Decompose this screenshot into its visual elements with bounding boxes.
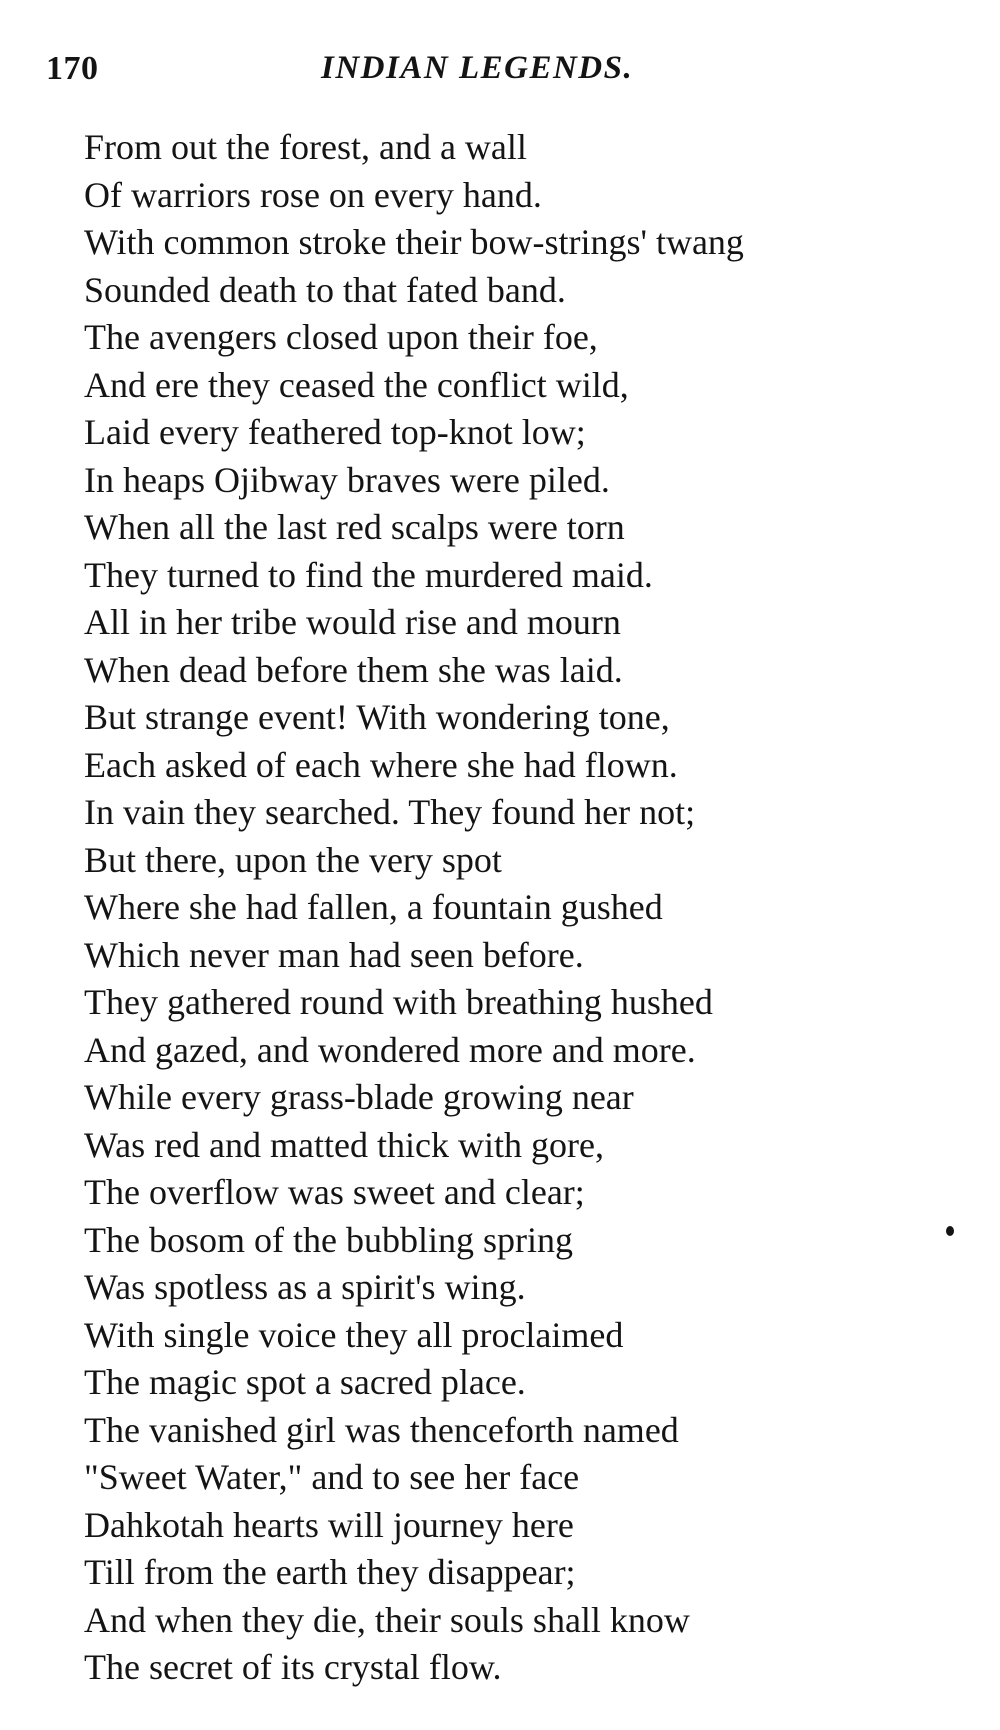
poem-line: Which never man had seen before. <box>84 934 584 975</box>
running-title: INDIAN LEGENDS. <box>321 50 634 86</box>
poem-text <box>84 124 944 1692</box>
poem-line: The overflow was sweet and clear; <box>84 1172 585 1212</box>
poem-line: The magic spot a sacred place. <box>84 1362 526 1402</box>
poem-line: While every grass-blade growing near <box>84 1077 634 1117</box>
poem-line: But strange event! With wondering tone, <box>84 697 670 737</box>
poem-line: In heaps Ojibway braves were piled. <box>84 459 610 500</box>
poem-line: From out the forest, and a wall <box>84 127 527 167</box>
running-head <box>46 50 946 100</box>
poem-line: And when they die, their souls shall know <box>84 1599 690 1640</box>
poem-line: In vain they searched. They found her not; <box>84 792 696 832</box>
poem-line: Was red and matted thick with gore, <box>84 1124 604 1165</box>
poem-line: "Sweet Water," and to see her face <box>84 1457 580 1497</box>
poem-line: The secret of its crystal flow. <box>84 1647 502 1687</box>
poem-line: The vanished girl was thenceforth named <box>84 1409 679 1450</box>
poem-line: Laid every feathered top-knot low; <box>84 412 586 452</box>
poem-line: They turned to find the murdered maid. <box>84 554 653 595</box>
ink-speck <box>946 1226 954 1236</box>
poem-line: The bosom of the bubbling spring <box>84 1219 573 1260</box>
poem-line: And ere they ceased the conflict wild, <box>84 364 629 405</box>
poem-line: With single voice they all proclaimed <box>84 1314 624 1355</box>
poem-line: When dead before them she was laid. <box>84 649 623 690</box>
poem-line: The avengers closed upon their foe, <box>84 317 598 357</box>
poem-line: All in her tribe would rise and mourn <box>84 602 621 642</box>
poem-line: Each asked of each where she had flown. <box>84 744 678 785</box>
poem-line: When all the last red scalps were torn <box>84 507 625 547</box>
poem-line: They gathered round with breathing hushed <box>84 982 713 1022</box>
poem-line: Of warriors rose on every hand. <box>84 174 542 215</box>
poem-line: Was spotless as a spirit's wing. <box>84 1267 526 1307</box>
poem-line: Sounded death to that fated band. <box>84 269 566 310</box>
poem-line: Dahkotah hearts will journey here <box>84 1504 574 1545</box>
poem-line: Till from the earth they disappear; <box>84 1552 576 1592</box>
poem-line: With common stroke their bow-strings' twang <box>84 222 744 262</box>
page-number: 170 <box>46 50 99 87</box>
poem-line: But there, upon the very spot <box>84 839 502 880</box>
poem-line: And gazed, and wondered more and more. <box>84 1029 696 1070</box>
poem-line: Where she had fallen, a fountain gushed <box>84 887 663 927</box>
